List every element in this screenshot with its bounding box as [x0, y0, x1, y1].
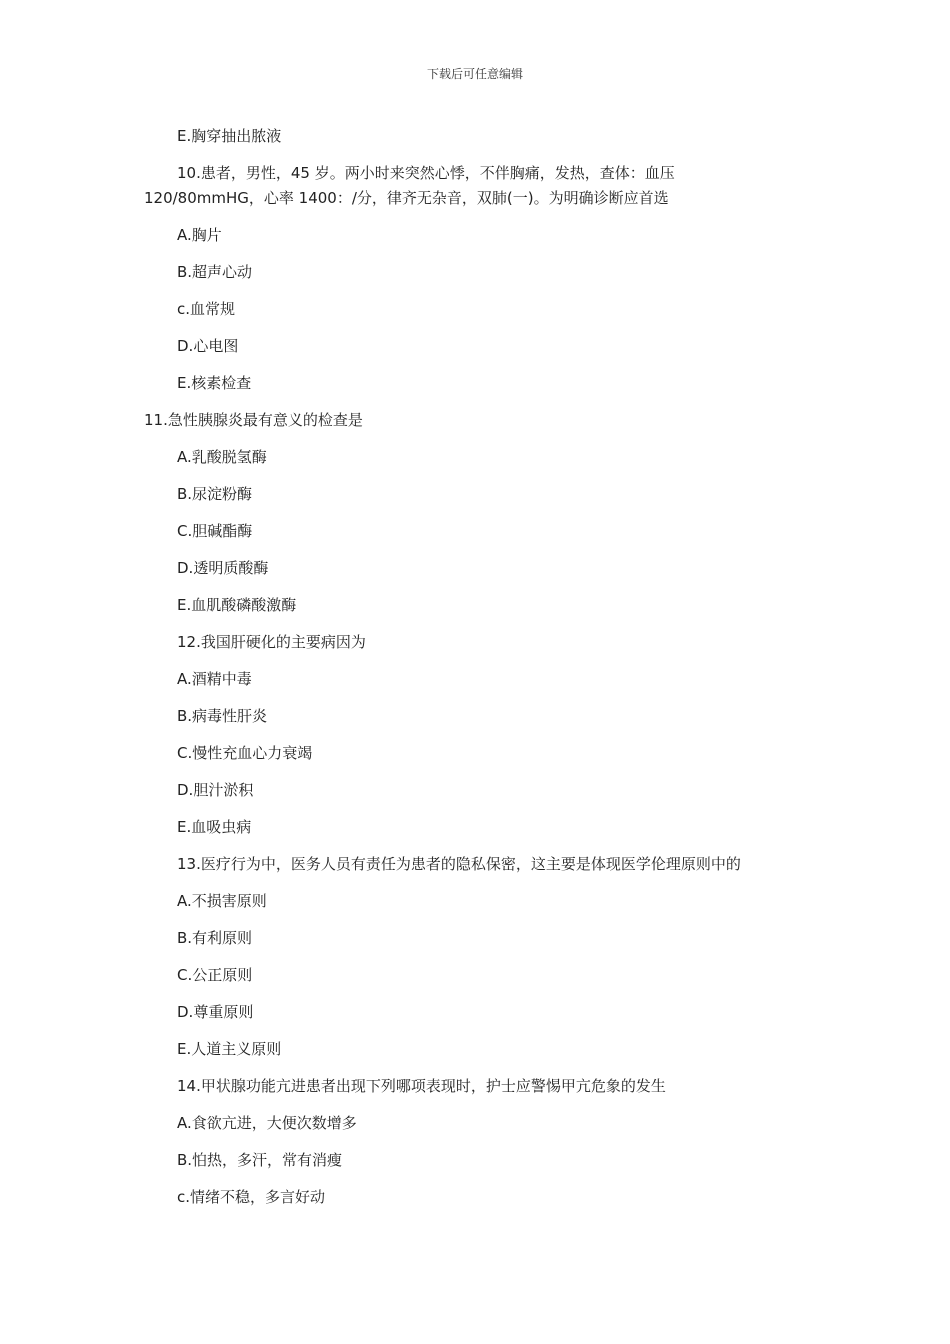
answer-option: B.病毒性肝炎: [177, 707, 268, 725]
answer-option: C.公正原则: [177, 966, 253, 984]
answer-option: B.超声心动: [177, 263, 253, 281]
question-stem: 11.急性胰腺炎最有意义的检查是: [144, 411, 363, 429]
answer-option: A.食欲亢进，大便次数增多: [177, 1114, 357, 1132]
answer-option: c.血常规: [177, 300, 236, 318]
answer-option: D.透明质酸酶: [177, 559, 269, 577]
answer-option: A.胸片: [177, 226, 222, 244]
question-stem: 13.医疗行为中，医务人员有责任为患者的隐私保密，这主要是体现医学伦理原则中的: [177, 855, 741, 873]
question-stem: 14.甲状腺功能亢进患者出现下列哪项表现时，护士应警惕甲亢危象的发生: [177, 1077, 666, 1095]
question-stem: 10.患者，男性，45 岁。两小时来突然心悸，不伴胸痛，发热，查体：血压: [177, 164, 675, 182]
page-header: 下载后可任意编辑: [426, 67, 523, 81]
answer-option: E.胸穿抽出脓液: [177, 127, 282, 145]
answer-option: A.乳酸脱氢酶: [177, 448, 267, 466]
answer-option: D.尊重原则: [177, 1003, 254, 1021]
answer-option: D.心电图: [177, 337, 239, 355]
answer-option: A.酒精中毒: [177, 670, 252, 688]
answer-option: C.胆碱酯酶: [177, 522, 253, 540]
answer-option: E.人道主义原则: [177, 1040, 282, 1058]
answer-option: c.情绪不稳，多言好动: [177, 1188, 326, 1206]
answer-option: E.核素检查: [177, 374, 252, 392]
answer-option: E.血肌酸磷酸激酶: [177, 596, 297, 614]
answer-option: B.尿淀粉酶: [177, 485, 253, 503]
answer-option: C.慢性充血心力衰竭: [177, 744, 313, 762]
question-stem-continuation: 120/80mmHG，心率 1400：/分，律齐无杂音，双肺(一)。为明确诊断应首选: [144, 189, 669, 207]
answer-option: E.血吸虫病: [177, 818, 252, 836]
answer-option: B.怕热，多汗，常有消瘦: [177, 1151, 343, 1169]
answer-option: B.有利原则: [177, 929, 253, 947]
answer-option: D.胆汁淤积: [177, 781, 254, 799]
question-stem: 12.我国肝硬化的主要病因为: [177, 633, 366, 651]
answer-option: A.不损害原则: [177, 892, 267, 910]
